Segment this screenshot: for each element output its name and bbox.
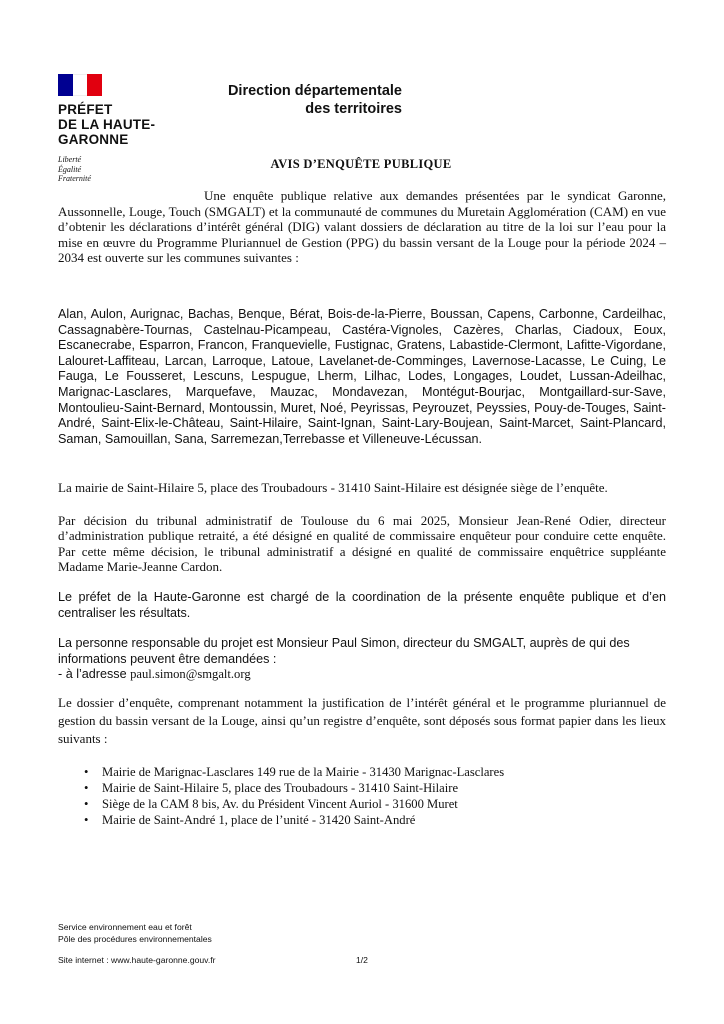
intro-paragraph: Une enquête publique relative aux demandes présentées par le syndicat Garonne, Aussonnelle, Louge, Touch (SMGALT) et la communauté de communes du Muretain Agglomération (CAM) en vue d’obtenir les déclarations d’intérêt général (DIG) valant dossiers de déclaration au titre de la loi sur l’eau pour la mise en œuvre du Programme Pluriannuel de Gestion (PPG) du bassin versant de la Louge pour la période 2024 – 2034 est ouverte sur les communes suivantes : [58, 188, 666, 266]
direction-line-1: Direction départementale [227, 83, 402, 99]
motto-liberte: Liberté [58, 155, 82, 164]
tribunal-paragraph: Par décision du tribunal administratif de Toulouse du 6 mai 2025, Monsieur Jean-René Odier, directeur d’administration publique retraité, a été désigné en qualité de commissaire enquêteur pour conduire cette enquête. Par cette même décision, le tribunal administratif a désigné en qualité de commissaire enquêtrice suppléante Madame Marie-Jeanne Cardon. [58, 513, 666, 575]
prefet-paragraph: Le préfet de la Haute-Garonne est chargé de la coordination de la présente enquête publique et d’en centraliser les résultats. [58, 590, 666, 620]
lieu-text: Mairie de Saint-Hilaire 5, place des Troubadours - 31410 Saint-Hilaire [102, 781, 459, 795]
logo-line-1: PRÉFET [58, 102, 113, 117]
direction-line-2: des territoires [305, 101, 402, 117]
bullet-icon: • [84, 797, 89, 811]
logo-line-2: DE LA HAUTE- [58, 117, 156, 132]
direction-heading [180, 82, 402, 118]
footer-service [58, 922, 212, 945]
responsable-email-link[interactable]: paul.simon@smgalt.org [130, 667, 251, 682]
page-number: 1/2 [356, 955, 368, 965]
list-item [84, 796, 504, 812]
footer-meta [58, 955, 378, 965]
mairie-paragraph: La mairie de Saint-Hilaire 5, place des Troubadours - 31410 Saint-Hilaire est désignée siège de l’enquête. [58, 480, 608, 495]
responsable-paragraph [58, 636, 666, 683]
list-item [84, 812, 504, 828]
footer-service-line: Service environnement eau et forêt [58, 922, 192, 932]
dossier-paragraph: Le dossier d’enquête, comprenant notamment la justification de l’intérêt général et le programme pluriannuel de gestion du bassin versant de la Louge, ainsi qu’un registre d’enquête, sont déposés sous format papier dans les lieux suivants : [58, 695, 666, 746]
responsable-prefix: - à l’adresse [58, 667, 131, 682]
lieu-text: Mairie de Marignac-Lasclares 149 rue de la Mairie - 31430 Marignac-Lasclares [102, 765, 505, 779]
communes-paragraph: Alan, Aulon, Aurignac, Bachas, Benque, Bérat, Bois-de-la-Pierre, Boussan, Capens, Carbonne, Cardeilhac, Cassagnabère-Tournas, Castelnau-Picampeau, Castéra-Vignoles, Cazères, Charlas, Ciadoux, Eoux, Escanecrabe, Esparron, Francon, Franquevielle, Fustignac, Gratens, Labastide-Clermont, Lafitte-Vigordane, Lalouret-Laffiteau, Larcan, Larroque, Latoue, Lavelanet-de-Comminges, Lavernose-Lacasse, Le Cuing, Le Fauga, Le Fousseret, Lescuns, Lespugue, Lherm, Lilhac, Lodes, Longages, Loudet, Lussan-Adeilhac, Marignac-Lasclares, Marquefave, Mauzac, Mondavezan, Montégut-Bourjac, Montgaillard-sur-Save, Montoulieu-Saint-Bernard, Montoussin, Muret, Noé, Peyrissas, Peyrouzet, Peyssies, Pouy-de-Touges, Saint-André, Saint-Elix-le-Château, Saint-Hilaire, Saint-Ignan, Saint-Lary-Boujean, Saint-Marcet, Saint-Plancard, Saman, Samouillan, Sana, Sarremezan,Terrebasse et Villeneuve-Lécussan. [58, 307, 666, 446]
lieu-text: Mairie de Saint-André 1, place de l’unité - 31420 Saint-André [102, 813, 416, 827]
list-item [84, 780, 504, 796]
bullet-icon: • [84, 781, 89, 795]
bullet-icon: • [84, 813, 89, 827]
motto-fraternite: Fraternité [58, 174, 91, 183]
lieux-list [84, 764, 504, 828]
responsable-text: La personne responsable du projet est Monsieur Paul Simon, directeur du SMGALT, auprès de qui des informations peuvent être demandées : [58, 636, 630, 666]
lieu-text: Siège de la CAM 8 bis, Av. du Président Vincent Auriol - 31600 Muret [102, 797, 458, 811]
motto-egalite: Égalité [58, 164, 82, 174]
footer-pole-line: Pôle des procédures environnementales [58, 933, 212, 944]
prefecture-name [58, 102, 168, 147]
logo-line-3: GARONNE [58, 132, 129, 147]
footer-site-link[interactable]: Site internet : www.haute-garonne.gouv.fr [58, 955, 216, 965]
document-title: AVIS D’ENQUÊTE PUBLIQUE [270, 157, 452, 171]
bullet-icon: • [84, 765, 89, 779]
marianne-flag-icon [58, 74, 102, 96]
list-item [84, 764, 504, 780]
